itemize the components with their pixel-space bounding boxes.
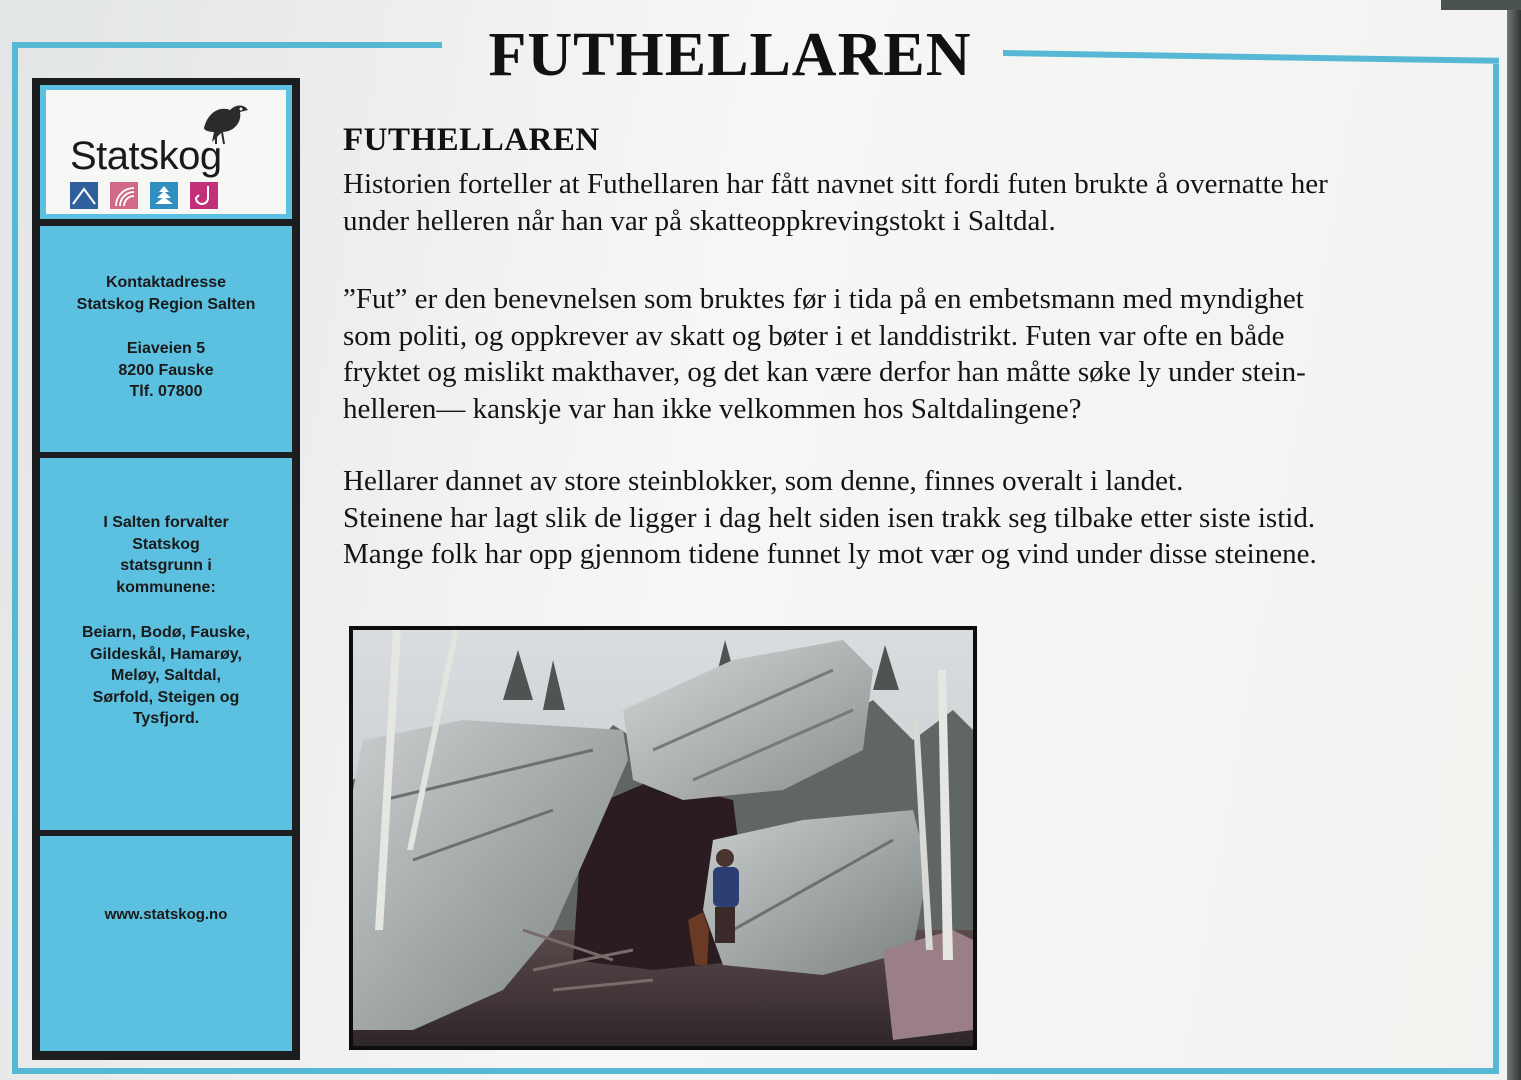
intro-line: kommunene: bbox=[116, 578, 216, 596]
text-line: Mange folk har opp gjennom tidene funnet ly mot vær og vind under disse steinene. bbox=[343, 538, 1317, 570]
waves-icon bbox=[110, 182, 138, 209]
contact-heading-line: Kontaktadresse bbox=[105, 274, 227, 291]
tree-icon bbox=[150, 182, 178, 209]
contact-panel bbox=[40, 226, 292, 452]
paragraph-history bbox=[343, 166, 1473, 239]
rock-shelter-photo bbox=[353, 630, 973, 1046]
address-line: Eiaveien 5 bbox=[126, 340, 206, 357]
phone-line: Tlf. 07800 bbox=[129, 383, 203, 400]
text-line: ”Fut” er den benevnelsen som bruktes før i tida på en embetsmann med myndighet bbox=[343, 283, 1304, 315]
text-line: fryktet og mislikt makthaver, og det kan være derfor han måtte søke ly under stein- bbox=[343, 356, 1306, 388]
frame-line-right bbox=[1493, 64, 1499, 1074]
logo-panel bbox=[40, 85, 292, 219]
contact-heading-line: Statskog Region Salten bbox=[76, 295, 256, 313]
mountain-icon bbox=[70, 182, 98, 209]
municipality-line: Beiarn, Bodø, Fauske, bbox=[81, 624, 251, 641]
municipality-line: Tysfjord. bbox=[132, 710, 200, 727]
municipality-line: Gildeskål, Hamarøy, bbox=[90, 645, 242, 663]
municipalities-intro bbox=[50, 512, 282, 598]
text-line: Hellarer dannet av store steinblokker, som denne, finnes overalt i landet. bbox=[343, 465, 1184, 497]
statskog-logo bbox=[46, 90, 286, 214]
intro-line: I Salten forvalter bbox=[103, 514, 229, 531]
text-line: Historien forteller at Futhellaren har fått navnet sitt fordi futen brukte å overnatte her bbox=[343, 168, 1328, 200]
contact-heading bbox=[40, 272, 292, 315]
sign-title: FUTHELLAREN bbox=[488, 21, 972, 89]
sign-corner-shadow bbox=[1441, 0, 1521, 10]
sidebar bbox=[32, 78, 300, 1060]
sign-edge-shadow bbox=[1507, 0, 1521, 1080]
contact-address bbox=[40, 338, 292, 403]
frame-line-top-right bbox=[1003, 50, 1499, 64]
frame-line-top-left bbox=[12, 42, 442, 48]
text-line: under helleren når han var på skatteoppkrevingstokt i Saltdal. bbox=[343, 204, 1056, 237]
website-link[interactable]: www.statskog.no bbox=[104, 906, 228, 923]
intro-line: statsgrunn i bbox=[120, 557, 212, 574]
text-line: som politi, og oppkrever av skatt og bøter i et landdistrikt. Futen var ofte en både bbox=[343, 319, 1285, 352]
frame-line-left bbox=[12, 42, 18, 1072]
paragraph-rock-shelters bbox=[343, 463, 1473, 573]
intro-line: Statskog bbox=[132, 535, 200, 553]
frame-line-bottom bbox=[12, 1068, 1499, 1074]
fishing-hook-icon bbox=[190, 182, 218, 209]
paragraph-fut-definition bbox=[343, 281, 1473, 427]
logo-wordmark: Statskog bbox=[70, 134, 222, 178]
municipalities-panel bbox=[40, 458, 292, 830]
photo-frame bbox=[349, 626, 977, 1050]
municipality-line: Meløy, Saltdal, bbox=[111, 667, 221, 684]
text-line: Steinene har lagt slik de ligger i dag helt siden isen trakk seg tilbake etter siste istid. bbox=[343, 501, 1316, 534]
municipalities-list bbox=[46, 622, 286, 730]
municipality-line: Sørfold, Steigen og bbox=[92, 688, 240, 706]
website-panel bbox=[40, 836, 292, 1051]
address-line: 8200 Fauske bbox=[118, 361, 214, 379]
text-line: helleren— kanskje var han ikke velkommen hos Saltdalingene? bbox=[343, 392, 1082, 425]
content-heading: FUTHELLAREN bbox=[343, 122, 600, 158]
